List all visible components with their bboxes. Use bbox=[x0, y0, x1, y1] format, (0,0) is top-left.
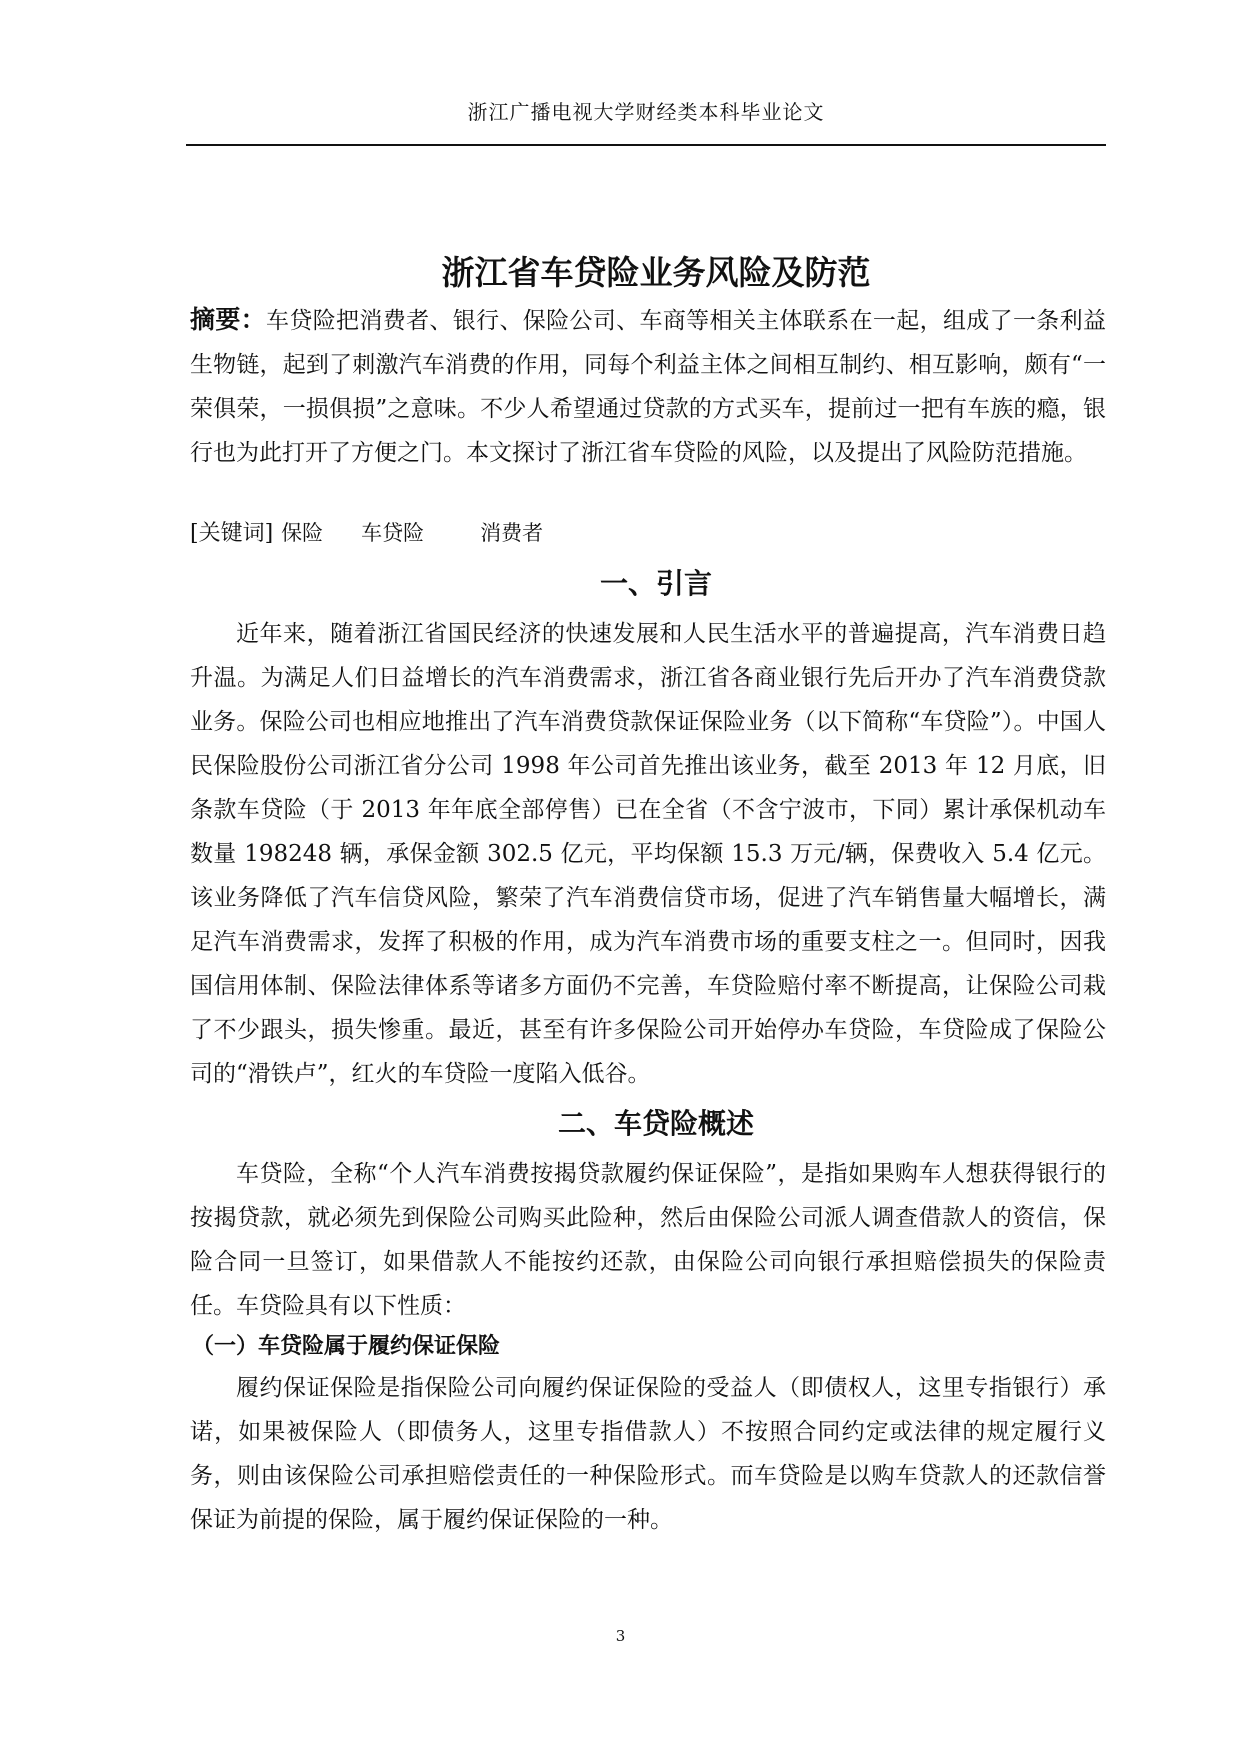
keyword-item: 保险 bbox=[281, 521, 324, 545]
keyword-item: 消费者 bbox=[480, 521, 544, 545]
section-heading-introduction: 一、引言 bbox=[599, 567, 712, 600]
subsection-heading: （一）车贷险属于履约保证保险 bbox=[192, 1334, 501, 1359]
keyword-item: 车贷险 bbox=[361, 521, 425, 545]
page-number: 3 bbox=[615, 1627, 626, 1645]
abstract-text: 车贷险把消费者、银行、保险公司、车商等相关主体联系在一起，组成了一条利益生物链，起到了刺激汽车消费的作用，同每个利益主体之间相互制约、相互影响，颇有“一荣俱荣，一损俱损”之意味。不少人希望通过贷款的方式买车，提前过一把有车族的瘾，银行也为此打开了方便之门。本文探讨了浙江省车贷险的风险，以及提出了风险防范措施。 bbox=[190, 308, 1106, 466]
keywords bbox=[190, 511, 1106, 556]
section-heading-overview: 二、车贷险概述 bbox=[557, 1107, 754, 1140]
running-header: 浙江广播电视大学财经类本科毕业论文 bbox=[467, 100, 825, 124]
document-title: 浙江省车贷险业务风险及防范 bbox=[441, 253, 871, 292]
abstract bbox=[190, 298, 1106, 475]
subsection-paragraph: 履约保证保险是指保险公司向履约保证保险的受益人（即债权人，这里专指银行）承诺，如果被保险人（即债务人，这里专指借款人）不按照合同约定或法律的规定履行义务，则由该保险公司承担赔偿责任的一种保险形式。而车贷险是以购车贷款人的还款信誉保证为前提的保险，属于履约保证保险的一种。 bbox=[190, 1375, 1106, 1533]
keywords-label: [关键词] bbox=[190, 521, 274, 546]
overview-paragraph: 车贷险，全称“个人汽车消费按揭贷款履约保证保险”，是指如果购车人想获得银行的按揭贷款，就必须先到保险公司购买此险种，然后由保险公司派人调查借款人的资信，保险合同一旦签订，如果借款人不能按约还款，由保险公司向银行承担赔偿损失的保险责任。车贷险具有以下性质： bbox=[190, 1161, 1106, 1319]
document-body bbox=[190, 250, 1106, 1542]
header-rule bbox=[186, 144, 1106, 146]
abstract-label: 摘要： bbox=[190, 305, 267, 334]
introduction-paragraph: 近年来，随着浙江省国民经济的快速发展和人民生活水平的普遍提高，汽车消费日趋升温。为满足人们日益增长的汽车消费需求，浙江省各商业银行先后开办了汽车消费贷款业务。保险公司也相应地推出了汽车消费贷款保证保险业务（以下简称“车贷险”）。中国人民保险股份公司浙江省分公司 1998 年公司首先推出该业务，截至 2013 年 12 月底，旧条款车贷险（于 2013 年年底全部停售）已在全省（不含宁波市，下同）累计承保机动车数量 198248 辆，承保金额 302.5 亿元，平均保额 15.3 万元/辆，保费收入 5.4 亿元。该业务降低了汽车信贷风险，繁荣了汽车消费信贷市场，促进了汽车销售量大幅增长，满足汽车消费需求，发挥了积极的作用，成为汽车消费市场的重要支柱之一。但同时，因我国信用体制、保险法律体系等诸多方面仍不完善，车贷险赔付率不断提高，让保险公司栽了不少跟头，损失惨重。最近，甚至有许多保险公司开始停办车贷险，车贷险成了保险公司的“滑铁卢”，红火的车贷险一度陷入低谷。 bbox=[190, 621, 1106, 1087]
